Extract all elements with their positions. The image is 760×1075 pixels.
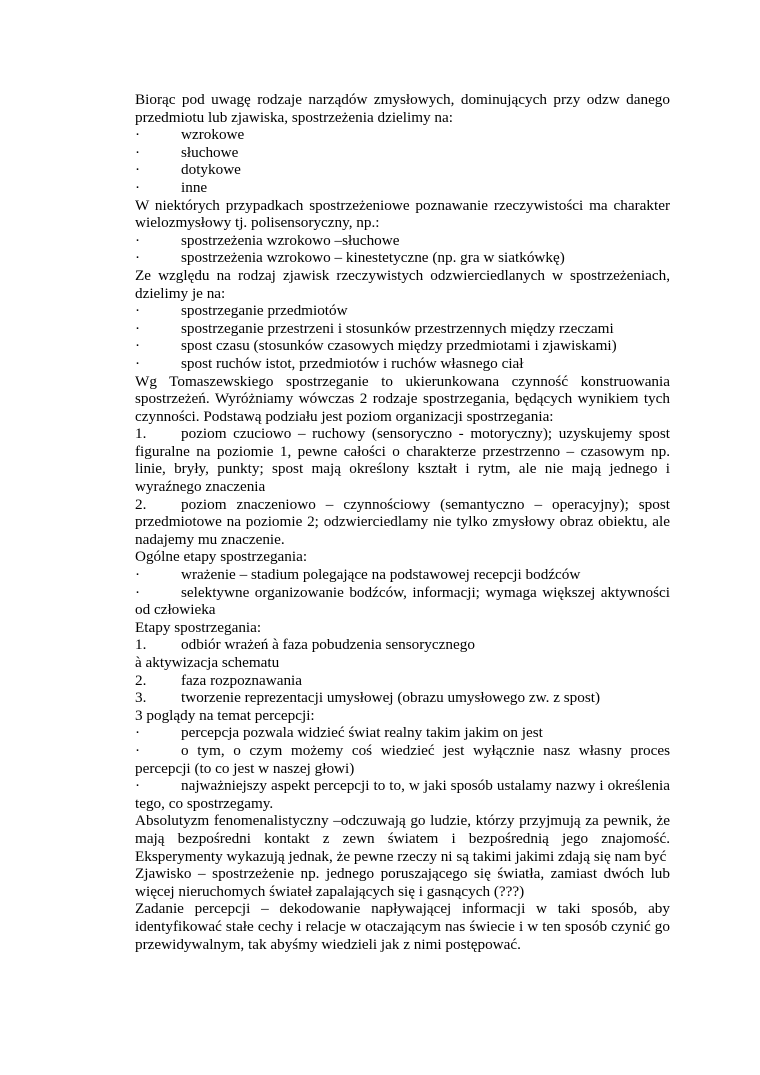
list-item-text: słuchowe bbox=[181, 143, 239, 161]
list-item bbox=[135, 672, 670, 690]
list-item-text: spostrzeżenia wzrokowo – kinestetyczne (np. gra w siatkówkę) bbox=[181, 249, 565, 267]
list-item bbox=[135, 144, 670, 162]
list-item bbox=[135, 777, 670, 812]
document-body bbox=[135, 91, 670, 953]
list-marker: · bbox=[135, 231, 141, 249]
list-item-text: dotykowe bbox=[181, 161, 241, 179]
list-item-text: najważniejszy aspekt percepcji to to, w jaki sposób ustalamy nazwy i określenia tego, co spostrzegamy. bbox=[135, 777, 670, 812]
list-item-text: poziom znaczeniowo – czynnościowy (semantyczno – operacyjny); spost przedmiotowe na poziomie 2; odzwierciedlamy nie tylko zmysłowy obraz obiektu, ale nadajemy mu znaczenie. bbox=[135, 495, 670, 548]
list-item bbox=[135, 320, 670, 338]
paragraph: 3 poglądy na temat percepcji: bbox=[135, 706, 315, 724]
list-item-text: wrażenie – stadium polegające na podstawowej recepcji bodźców bbox=[181, 566, 581, 584]
list-marker: · bbox=[135, 161, 141, 179]
list-item bbox=[135, 425, 670, 495]
paragraph: Biorąc pod uwagę rodzaje narządów zmysłowych, dominujących przy odzw danego przedmiotu lub zjawiska, spostrzeżenia dzielimy na: bbox=[135, 91, 670, 126]
paragraph: W niektórych przypadkach spostrzeżeniowe poznawanie rzeczywistości ma charakter wielozmysłowy tj. polisensoryczny, np.: bbox=[135, 196, 670, 232]
list-marker: · bbox=[135, 302, 141, 320]
list-marker: 1. bbox=[135, 636, 147, 654]
list-marker: 2. bbox=[135, 671, 147, 689]
list-item bbox=[135, 724, 670, 742]
list-marker: 2. bbox=[135, 495, 147, 513]
list-item-text: spost ruchów istot, przedmiotów i ruchów własnego ciał bbox=[181, 354, 524, 372]
list-item bbox=[135, 302, 670, 320]
list-item-text: o tym, o czym możemy coś wiedzieć jest wyłącznie nasz własny proces percepcji (to co jest w naszej głowi) bbox=[135, 741, 670, 777]
list-item bbox=[135, 689, 670, 707]
paragraph: Etapy spostrzegania: bbox=[135, 618, 262, 636]
list-marker: · bbox=[135, 143, 141, 161]
list-item-text: wzrokowe bbox=[181, 126, 245, 144]
list-marker: · bbox=[135, 724, 141, 742]
list-item-text: tworzenie reprezentacji umysłowej (obrazu umysłowego zw. z spost) bbox=[181, 689, 601, 707]
list-marker: · bbox=[135, 566, 141, 584]
list-item bbox=[135, 636, 670, 654]
list-marker: · bbox=[135, 178, 141, 196]
list-item bbox=[135, 742, 670, 777]
list-item-text: selektywne organizowanie bodźców, informacji; wymaga większej aktywności od człowieka bbox=[135, 583, 670, 619]
list-marker: 1. bbox=[135, 425, 147, 443]
list-marker: · bbox=[135, 777, 141, 795]
list-item bbox=[135, 496, 670, 549]
list-item-text: inne bbox=[181, 178, 208, 196]
list-marker: 3. bbox=[135, 689, 147, 707]
list-item-text: spostrzeganie przestrzeni i stosunków przestrzennych między rzeczami bbox=[181, 319, 614, 337]
list-item bbox=[135, 232, 670, 250]
list-marker: · bbox=[135, 741, 141, 759]
list-item bbox=[135, 126, 670, 144]
paragraph: Absolutyzm fenomenalistyczny –odczuwają go ludzie, którzy przyjmują za pewnik, że mają bezpośredni kontakt z zewn światem i bezpośrednią jego znajomość. Eksperymenty wykazują jednak, że pewne rzeczy ni są takimi jakimi zdają się nam być bbox=[135, 812, 670, 865]
paragraph: Wg Tomaszewskiego spostrzeganie to ukierunkowana czynność konstruowania spostrzeżeń. Wyróżniamy wówczas 2 rodzaje spostrzegania, będących wynikiem tych czynności. Podstawą podziału jest poziom organizacji spostrzegania: bbox=[135, 372, 670, 425]
list-item bbox=[135, 566, 670, 584]
list-item bbox=[135, 249, 670, 267]
list-item bbox=[135, 355, 670, 373]
list-item-text: spost czasu (stosunków czasowych między przedmiotami i zjawiskami) bbox=[181, 337, 617, 355]
list-item-text: poziom czuciowo – ruchowy (sensoryczno - motoryczny); uzyskujemy spost figuralne na poziomie 1, pewne całości o charakterze przestrzenno – czasowym np. linie, bryły, punkty; spost mają określony kształt i rytm, ale nie mają jednego i wyraźnego znaczenia bbox=[135, 425, 670, 496]
list-item-text: spostrzeżenia wzrokowo –słuchowe bbox=[181, 231, 400, 249]
list-marker: · bbox=[135, 354, 141, 372]
list-item bbox=[135, 584, 670, 619]
list-marker: · bbox=[135, 249, 141, 267]
paragraph: Ze względu na rodzaj zjawisk rzeczywistych odzwierciedlanych w spostrzeżeniach, dzielimy je na: bbox=[135, 266, 670, 302]
paragraph: Ogólne etapy spostrzegania: bbox=[135, 548, 308, 566]
list-item bbox=[135, 179, 670, 197]
list-item bbox=[135, 337, 670, 355]
list-item bbox=[135, 161, 670, 179]
paragraph: à aktywizacja schematu bbox=[135, 654, 280, 671]
list-item-text: percepcja pozwala widzieć świat realny takim jakim on jest bbox=[181, 724, 543, 742]
list-marker: · bbox=[135, 337, 141, 355]
list-item-text: spostrzeganie przedmiotów bbox=[181, 302, 348, 320]
list-item-text: odbiór wrażeń à faza pobudzenia sensorycznego bbox=[181, 636, 475, 654]
list-marker: · bbox=[135, 126, 141, 144]
list-marker: · bbox=[135, 583, 141, 601]
list-marker: · bbox=[135, 319, 141, 337]
paragraph: Zadanie percepcji – dekodowanie napływającej informacji w taki sposób, aby identyfikować stałe cechy i relacje w otaczającym nas świecie i w ten sposób czynić go przewidywalnym, tak abyśmy wiedzieli jak z nimi postępować. bbox=[135, 900, 670, 953]
list-item-text: faza rozpoznawania bbox=[181, 671, 302, 689]
paragraph: Zjawisko – spostrzeżenie np. jednego poruszającego się światła, zamiast dwóch lub więcej nieruchomych świateł zapalających się i gasnących (???) bbox=[135, 865, 670, 900]
